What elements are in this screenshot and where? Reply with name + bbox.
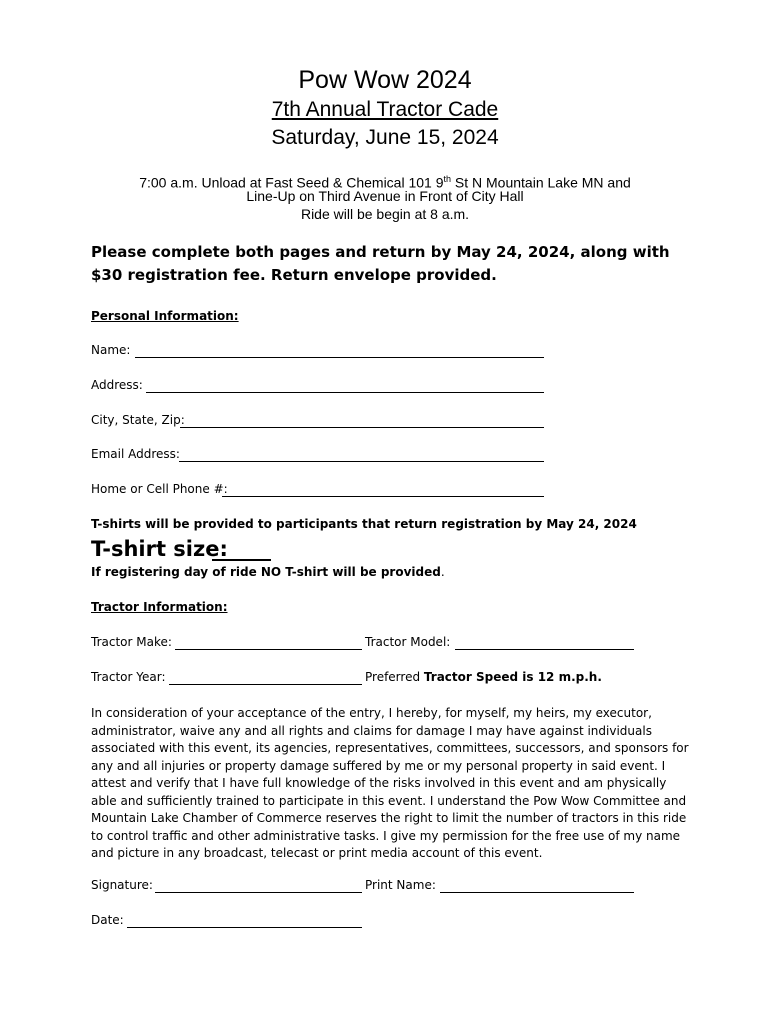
tractor-make-label: Tractor Make:	[91, 635, 172, 649]
return-notice-line-2: $30 registration fee. Return envelope provided.	[91, 266, 497, 284]
event-subtitle: 7th Annual Tractor Cade	[271, 98, 499, 121]
tshirt-provided-note: T-shirts will be provided to participants that return registration by May 24, 2024	[91, 517, 637, 531]
email-field[interactable]	[179, 461, 544, 462]
return-notice-line-1: Please complete both pages and return by May 24, 2024, along with	[91, 243, 670, 261]
signature-field[interactable]	[155, 892, 362, 893]
personal-info-heading: Personal Information:	[91, 309, 239, 323]
no-shirt-note-text: If registering day of ride NO T-shirt will be provided	[91, 565, 441, 579]
date-label: Date:	[91, 913, 124, 927]
tractor-year-label: Tractor Year:	[91, 670, 166, 684]
tractor-make-field[interactable]	[175, 649, 362, 650]
print-name-field[interactable]	[440, 892, 634, 893]
tractor-speed-note	[365, 670, 602, 684]
no-shirt-note-period: .	[440, 565, 445, 579]
email-label: Email Address:	[91, 447, 180, 461]
event-date: Saturday, June 15, 2024	[271, 126, 499, 149]
city-state-zip-field[interactable]	[180, 427, 544, 428]
schedule-line-1-text: 7:00 a.m. Unload at Fast Seed & Chemical 101 9	[139, 174, 444, 191]
preferred-label: Preferred	[365, 670, 421, 684]
schedule-line-3: Ride will be begin at 8 a.m.	[300, 206, 470, 222]
schedule-line-1-text-end: St N Mountain Lake MN and	[451, 174, 631, 191]
tshirt-size-field[interactable]	[212, 559, 271, 561]
tractor-speed-text: Tractor Speed is 12 m.p.h.	[423, 670, 602, 684]
phone-label: Home or Cell Phone #:	[91, 482, 228, 496]
page-title: Pow Wow 2024	[298, 66, 472, 94]
schedule-line-1-superscript: th	[443, 174, 452, 184]
tshirt-size-label: T-shirt size:	[91, 537, 228, 561]
schedule-line-2: Line-Up on Third Avenue in Front of City Hall	[246, 188, 524, 204]
date-field[interactable]	[127, 927, 362, 928]
tractor-model-field[interactable]	[455, 649, 634, 650]
tractor-year-field[interactable]	[169, 684, 362, 685]
phone-field[interactable]	[222, 496, 544, 497]
address-field[interactable]	[146, 392, 544, 393]
print-name-label: Print Name:	[365, 878, 436, 892]
city-state-zip-label: City, State, Zip:	[91, 413, 185, 427]
tractor-info-heading: Tractor Information:	[91, 600, 228, 614]
liability-waiver: In consideration of your acceptance of the entry, I hereby, for myself, my heirs, my executor, administrator, waive any and all rights and claims for damage I may have against individuals associated with this event, its agencies, representatives, committees, successors, and sponsors for any and all injuries or property damage suffered by me or my personal property in said event. I attest and verify that I have full knowledge of the risks involved in this event and am physically able and sufficiently trained to participate in this event. I understand the Pow Wow Committee and Mountain Lake Chamber of Commerce reserves the right to limit the number of tractors in this ride to control traffic and other administrative tasks. I give my permission for the free use of my name and picture in any broadcast, telecast or print media account of this event.	[91, 706, 689, 860]
signature-label: Signature:	[91, 878, 153, 892]
name-label: Name:	[91, 343, 131, 357]
name-field[interactable]	[135, 357, 544, 358]
tractor-model-label: Tractor Model:	[365, 635, 451, 649]
address-label: Address:	[91, 378, 143, 392]
no-shirt-note	[91, 565, 445, 579]
